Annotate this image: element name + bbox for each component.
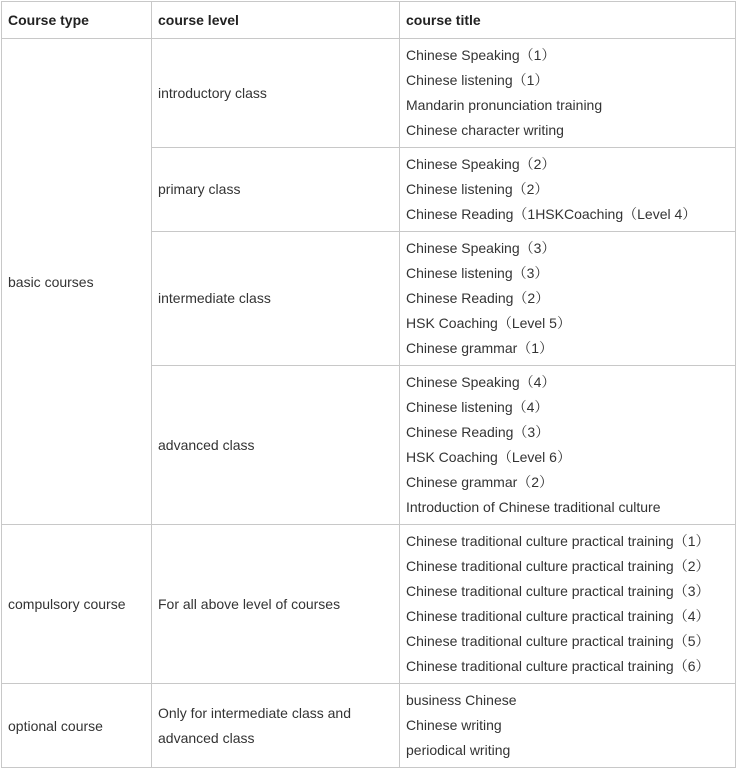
course-title: Chinese writing — [406, 717, 502, 733]
course-type-cell: optional course — [2, 684, 152, 768]
course-title: Mandarin pronunciation training — [406, 97, 603, 113]
header-course-level: course level — [152, 2, 400, 39]
course-title: Introduction of Chinese traditional culture — [406, 499, 661, 515]
course-title: Chinese Speaking（2） — [406, 156, 556, 172]
course-title: Chinese listening（4） — [406, 399, 549, 415]
course-level-cell: primary class — [152, 148, 400, 232]
course-title: Chinese Reading（1HSKCoaching（Level 4） — [406, 206, 697, 222]
course-title: Chinese Reading（3） — [406, 424, 550, 440]
course-table — [1, 1, 736, 768]
course-title: Chinese Speaking（1） — [406, 47, 556, 63]
course-title: Chinese listening（3） — [406, 265, 549, 281]
course-type-cell: compulsory course — [2, 525, 152, 684]
course-title: Chinese traditional culture practical training（6） — [406, 658, 710, 674]
table-body — [2, 39, 736, 768]
course-title: Chinese Reading（2） — [406, 290, 550, 306]
course-title: HSK Coaching（Level 6） — [406, 449, 571, 465]
course-level-cell: intermediate class — [152, 232, 400, 366]
course-title-cell — [400, 232, 736, 366]
course-title: Chinese Speaking（3） — [406, 240, 556, 256]
course-title: Chinese Speaking（4） — [406, 374, 556, 390]
course-title-cell — [400, 525, 736, 684]
table-row — [2, 525, 736, 684]
course-type-cell: basic courses — [2, 39, 152, 525]
course-title: HSK Coaching（Level 5） — [406, 315, 571, 331]
course-title: Chinese grammar（2） — [406, 474, 554, 490]
header-row — [2, 2, 736, 39]
header-course-title: course title — [400, 2, 736, 39]
course-title: Chinese traditional culture practical training（1） — [406, 533, 710, 549]
course-level-cell: For all above level of courses — [152, 525, 400, 684]
course-level-cell: advanced class — [152, 366, 400, 525]
course-title-cell — [400, 684, 736, 768]
course-title: Chinese traditional culture practical training（2） — [406, 558, 710, 574]
course-title: Chinese traditional culture practical training（5） — [406, 633, 710, 649]
course-title: Chinese traditional culture practical training（3） — [406, 583, 710, 599]
course-title: periodical writing — [406, 742, 511, 758]
course-level-cell: introductory class — [152, 39, 400, 148]
course-title: Chinese traditional culture practical training（4） — [406, 608, 710, 624]
course-title: Chinese grammar（1） — [406, 340, 554, 356]
course-title-cell — [400, 39, 736, 148]
course-title-cell — [400, 366, 736, 525]
table-row — [2, 684, 736, 768]
course-title-cell — [400, 148, 736, 232]
header-course-type: Course type — [2, 2, 152, 39]
course-level-cell: Only for intermediate class and advanced class — [152, 684, 400, 768]
course-title: business Chinese — [406, 692, 517, 708]
course-title: Chinese listening（2） — [406, 181, 549, 197]
course-title: Chinese listening（1） — [406, 72, 549, 88]
course-title: Chinese character writing — [406, 122, 564, 138]
table-row — [2, 39, 736, 148]
